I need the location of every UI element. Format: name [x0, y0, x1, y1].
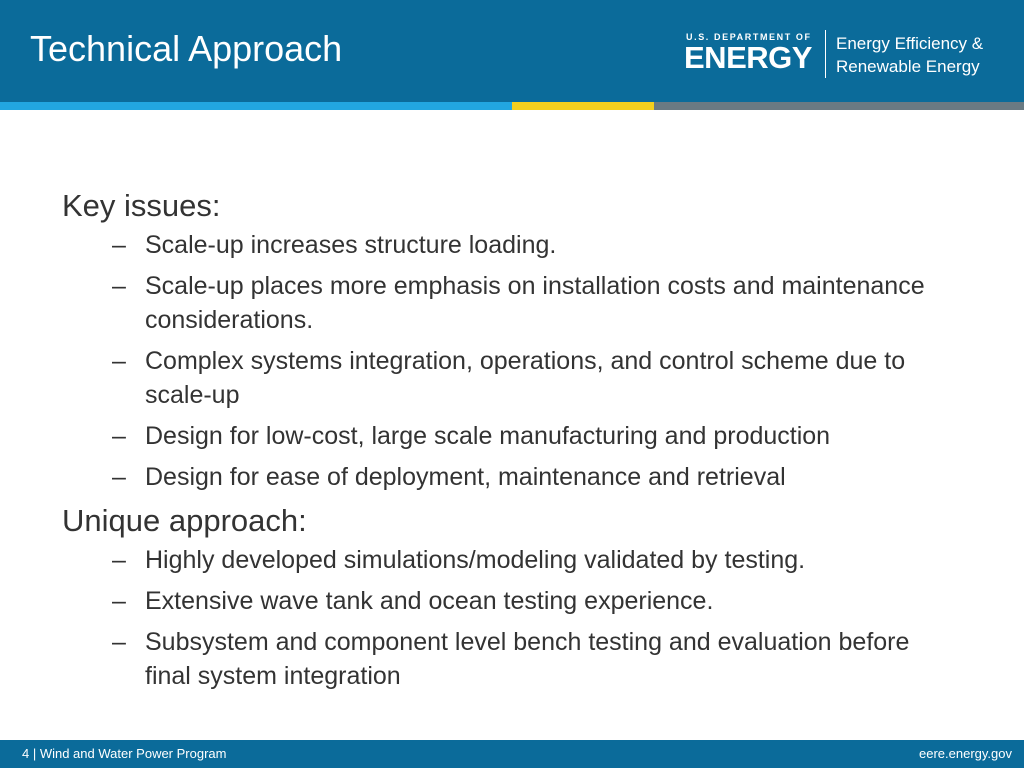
list-item [62, 625, 940, 693]
eere-office-line-2: Renewable Energy [836, 57, 980, 76]
dash-bullet: – [112, 231, 126, 259]
list-item-text: Complex systems integration, operations, and control scheme due to scale-up [145, 347, 906, 409]
list-item-text: Design for ease of deployment, maintenance and retrieval [145, 463, 786, 491]
slide-footer [0, 740, 1024, 768]
slide-header [0, 0, 1024, 102]
section-heading-unique-approach: Unique approach: [62, 503, 307, 538]
list-item [62, 584, 940, 618]
list-item [62, 269, 940, 337]
footer-website: eere.energy.gov [919, 746, 1012, 761]
list-item-text: Scale-up places more emphasis on installation costs and maintenance considerations. [145, 272, 925, 334]
doe-logo-agency: ENERGY [684, 40, 812, 75]
list-item-text: Highly developed simulations/modeling validated by testing. [145, 546, 806, 574]
slide-title: Technical Approach [30, 28, 343, 69]
dash-bullet: – [112, 347, 126, 375]
eere-office-name [836, 32, 983, 78]
dash-bullet: – [112, 546, 126, 574]
accent-stripe-blue [0, 102, 512, 110]
accent-stripe-gray [654, 102, 1024, 110]
list-item-text: Extensive wave tank and ocean testing experience. [145, 587, 714, 615]
list-item [62, 460, 940, 494]
list-item [62, 543, 940, 577]
dash-bullet: – [112, 628, 126, 656]
dash-bullet: – [112, 272, 126, 300]
section-heading-key-issues: Key issues: [62, 188, 221, 223]
list-item-text: Scale-up increases structure loading. [145, 231, 557, 259]
accent-stripe-yellow [512, 102, 654, 110]
doe-logo-department-line: U.S. DEPARTMENT OF [686, 32, 812, 42]
dash-bullet: – [112, 422, 126, 450]
footer-page-program: 4 | Wind and Water Power Program [22, 746, 227, 761]
list-item-text: Subsystem and component level bench testing and evaluation before final system integration [145, 628, 910, 690]
list-item [62, 344, 940, 412]
list-item [62, 228, 940, 262]
slide-body [62, 186, 962, 700]
dash-bullet: – [112, 587, 126, 615]
list-item-text: Design for low-cost, large scale manufacturing and production [145, 422, 831, 450]
dash-bullet: – [112, 463, 126, 491]
eere-office-line-1: Energy Efficiency & [836, 34, 984, 53]
logo-divider [825, 30, 826, 78]
list-item [62, 419, 940, 453]
